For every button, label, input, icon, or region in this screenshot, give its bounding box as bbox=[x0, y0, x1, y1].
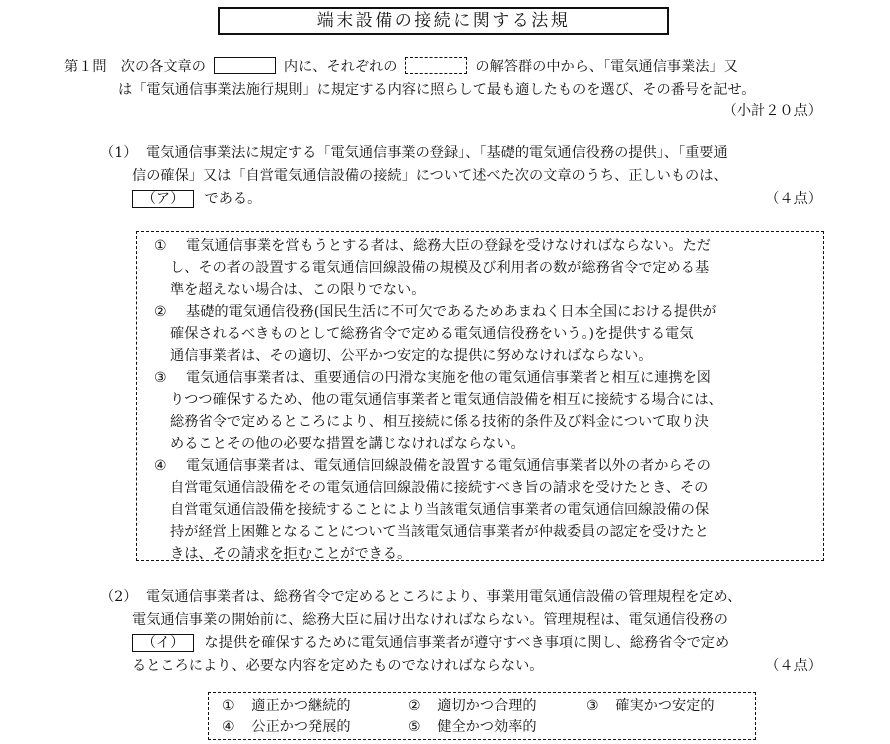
q2-line-4: るところにより、必要な内容を定めたものでなければならない。 bbox=[132, 658, 544, 674]
intro-line-1 bbox=[64, 57, 738, 77]
choice-mark: ③ bbox=[586, 698, 599, 714]
choice-mark: ② bbox=[408, 698, 421, 714]
choice-mark: ⑤ bbox=[408, 719, 421, 735]
q2-choice-4[interactable] bbox=[222, 717, 351, 737]
answer-blank-sample bbox=[214, 57, 276, 74]
q2-choice-1[interactable] bbox=[222, 696, 351, 716]
option-line: 電気通信事業者は、重要通信の円滑な実施を他の電気通信事業者と相互に連携を図 bbox=[186, 370, 711, 386]
option-line: 通信事業者は、その適切、公平かつ安定的な提供に努めなければならない。 bbox=[170, 348, 653, 364]
choice-mark: ④ bbox=[222, 719, 235, 735]
q2-choice-3[interactable] bbox=[586, 696, 715, 716]
choice-text: 公正かつ発展的 bbox=[251, 719, 351, 735]
q2-line-2: 電気通信事業の開始前に、総務大臣に届け出なければならない。管理規程は、電気通信役務の bbox=[132, 612, 728, 628]
q1-line-2: 信の確保」又は「自営電気通信設備の接続」について述べた次の文章のうち、正しいものは、 bbox=[132, 168, 728, 184]
q1-points: （４点） bbox=[765, 191, 822, 207]
option-line: きは、その請求を拒むことができる。 bbox=[170, 546, 412, 562]
choice-mark: ① bbox=[222, 698, 235, 714]
q1-line-1: 電気通信事業法に規定する「電気通信事業の登録」、「基礎的電気通信役務の提供」、「重要通 bbox=[146, 145, 728, 161]
q2-choice-5[interactable] bbox=[408, 717, 537, 737]
intro-line-2: は「電気通信事業法施行規則」に規定する内容に照らして最も適したものを選び、その番号を記せ。 bbox=[118, 82, 756, 98]
q2-line-3-tail: な提供を確保するために電気通信事業者が遵守すべき事項に関し、総務省令で定め bbox=[204, 635, 730, 651]
choice-text: 確実かつ安定的 bbox=[615, 698, 715, 714]
q2-line-1: 電気通信事業者は、総務省令で定めるところにより、事業用電気通信設備の管理規程を定め、 bbox=[146, 589, 742, 605]
option-line: 自営電気通信設備をその電気通信回線設備に接続すべき旨の請求を受けたとき、その bbox=[170, 480, 709, 496]
option-line: めることその他の必要な措置を講じなければならない。 bbox=[170, 436, 525, 452]
option-line: し、その者の設置する電気通信回線設備の規模及び利用者の数が総務省令で定める基 bbox=[170, 260, 710, 276]
answer-blank-a[interactable]: （ア） bbox=[132, 190, 194, 208]
option-line: 自営電気通信設備を接続することにより当該電気通信事業者の電気通信回線設備の保 bbox=[170, 502, 710, 518]
choice-text: 適正かつ継続的 bbox=[251, 698, 351, 714]
intro-text-a: 第１問 次の各文章の bbox=[64, 59, 206, 75]
option-line: 総務省令で定めるところにより、相互接続に係る技術的条件及び料金について取り決 bbox=[170, 414, 709, 430]
q2-points: （４点） bbox=[765, 658, 822, 674]
choice-text: 適切かつ合理的 bbox=[437, 698, 537, 714]
q2-number: （2） bbox=[100, 589, 138, 605]
option-mark: ② bbox=[154, 304, 167, 320]
option-mark: ③ bbox=[154, 370, 167, 386]
q1-line-3 bbox=[132, 189, 261, 209]
q1-number: （1） bbox=[100, 145, 138, 161]
choice-text: 健全かつ効率的 bbox=[437, 719, 537, 735]
page-title: 端末設備の接続に関する法規 bbox=[218, 7, 669, 35]
option-line: りつつ確保するため、他の電気通信事業者と電気通信設備を相互に接続する場合には、 bbox=[170, 392, 723, 408]
choices-box-sample bbox=[405, 57, 467, 74]
option-line: 確保されるべきものとして総務省令で定める電気通信役務をいう。)を提供する電気 bbox=[170, 326, 694, 342]
subtotal-points: （小計２０点） bbox=[722, 103, 822, 119]
q2-choice-2[interactable] bbox=[408, 696, 537, 716]
option-line: 基礎的電気通信役務(国民生活に不可欠であるためあまねく日本全国における提供が bbox=[186, 304, 717, 320]
intro-text-b: 内に、それぞれの bbox=[283, 59, 398, 75]
option-mark: ④ bbox=[154, 458, 167, 474]
answer-blank-i[interactable]: （イ） bbox=[132, 634, 194, 652]
option-line: 電気通信事業者は、電気通信回線設備を設置する電気通信事業者以外の者からその bbox=[186, 458, 711, 474]
option-mark: ① bbox=[154, 238, 167, 254]
intro-text-c: の解答群の中から、「電気通信事業法」又 bbox=[475, 59, 738, 75]
option-line: 電気通信事業を営もうとする者は、総務大臣の登録を受けなければならない。ただ bbox=[186, 238, 711, 254]
option-line: 持が経営上困難となることについて当該電気通信事業者が仲裁委員の認定を受けたと bbox=[170, 524, 709, 540]
option-line: 準を超えない場合は、この限りでない。 bbox=[170, 282, 426, 298]
q1-line-3-tail: である。 bbox=[204, 191, 262, 207]
q2-line-3 bbox=[132, 633, 729, 653]
